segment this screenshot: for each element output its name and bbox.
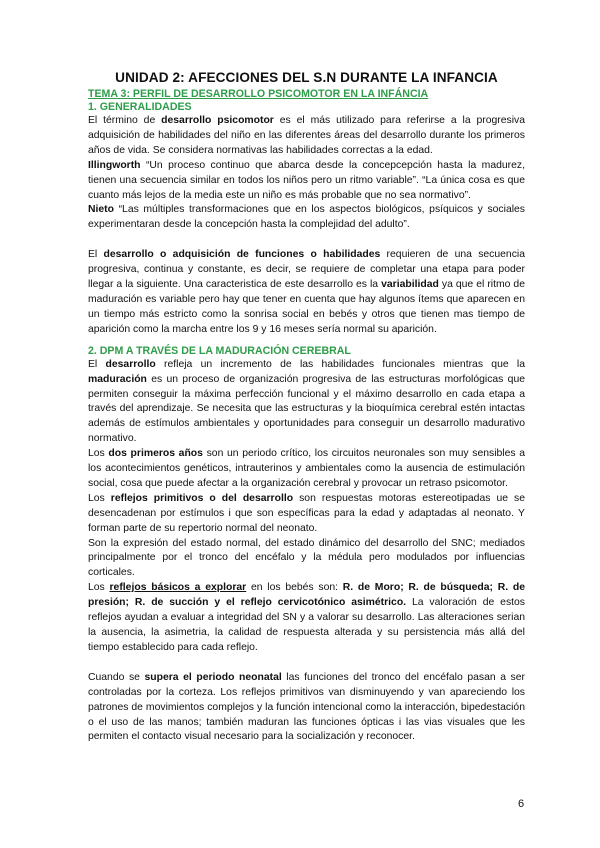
paragraph: El término de desarrollo psicomotor es el más utilizado para referirse a la progresiva adquisición de habilidades del niño en las diferentes áreas del desarrollo durante los primeros años de vida. Se considera normativas las habilidades correctas a la edad. (88, 115, 526, 156)
page-number: 6 (518, 798, 525, 810)
paragraph: Cuando se supera el periodo neonatal las funciones del tronco del encéfalo pasan a ser controladas por la corteza. Los reflejos primitivos van disminuyendo y van apareciendo los patrones de movimientos complejos y la función intencional como la interacción, bipedestación o el uso de las manos; también maduran las funciones ópticas i las vias visuales que les permiten el contacto visual necesario para la socialización y reconocer. (88, 671, 525, 743)
paragraph: Illingworth “Un proceso continuo que abarca desde la concepcepción hasta la madurez, tienen una secuencia similar en todos los niños pero un ritmo variable”. “La única cosa es que cuanto más lejos de la media este un niño es más probable que no sea normativo”. (88, 159, 525, 201)
document-page (88, 70, 525, 745)
paragraph: Los reflejos básicos a explorar en los bebés son: R. de Moro; R. de búsqueda; R. de presión; R. de succión y el reflejo cervicotónico asimétrico. La valoración de estos reflejos ayudan a evaluar a integridad del SN y a valorar su desarrollo. Las alteraciones serian la ausencia, la asimetria, la calidad de respuesta alterada y su persistencia más allá del tiempo establecido para cada reflejo. (88, 582, 525, 653)
page-title: UNIDAD 2: AFECCIONES DEL S.N DURANTE LA INFANCIA (115, 70, 498, 85)
paragraph: Nieto “Las múltiples transformaciones que en los aspectos biológicos, psíquicos y sociales experimentaran desde la concepción hasta la complejidad del adulto”. (88, 204, 525, 231)
paragraph: Los dos primeros años son un periodo crítico, los circuitos neuronales son muy sensibles a los acontecimientos genéticos, intrauterinos y ambientales como la ausencia de estimulación social, cosa que puede afectar a la organización cerebral y provocar un retraso psicomotor. (88, 448, 526, 489)
paragraph: El desarrollo o adquisición de funciones o habilidades requieren de una secuencia progresiva, continua y constante, es decir, se requiere de completar una etapa para poder llegar a la siguiente. Una caracteristica de este desarrollo es la variabilidad ya que el ritmo de maduración es variable pero hay que tener en cuenta que hay algunos ítems que aparecen en un tiempo más estricto como la sonrisa social en bebés y otros que tienen mas tiempo de aparición como la marcha entre los 9 y 16 meses sería normal su aparición. (88, 249, 525, 335)
section-1-heading: 1. GENERALIDADES (88, 101, 192, 113)
section-2-heading: 2. DPM A TRAVÉS DE LA MADURACIÓN CEREBRAL (88, 344, 351, 357)
topic-heading: TEMA 3: PERFIL DE DESARROLLO PSICOMOTOR EN LA INFÁNCIA (88, 88, 429, 100)
paragraph: Los reflejos primitivos o del desarrollo son respuestas motoras estereotipadas ue se desencadenan por estímulos i que son específicas para la edad y adaptadas al neonato. Y forman parte de su repertorio normal del neonato. (88, 492, 526, 534)
paragraph: Son la expresión del estado normal, del estado dinámico del desarrollo del SNC; mediados principalmente por el tronco del encéfalo y la médula pero modulados por influencias corticales. (88, 537, 525, 579)
paragraph: El desarrollo refleja un incremento de las habilidades funcionales mientras que la maduración es un proceso de organización progresiva de las estructuras morfológicas que permiten conseguir la máxima perfección funcional y el máximo desarrollo en cada etapa a través del aprendizaje. Se necesita que las estructuras y la bioquímica cerebral estén intactas además de estímulos ambientales y oportunidades para conseguir un desarrollo madurativo normativo. (88, 358, 525, 445)
